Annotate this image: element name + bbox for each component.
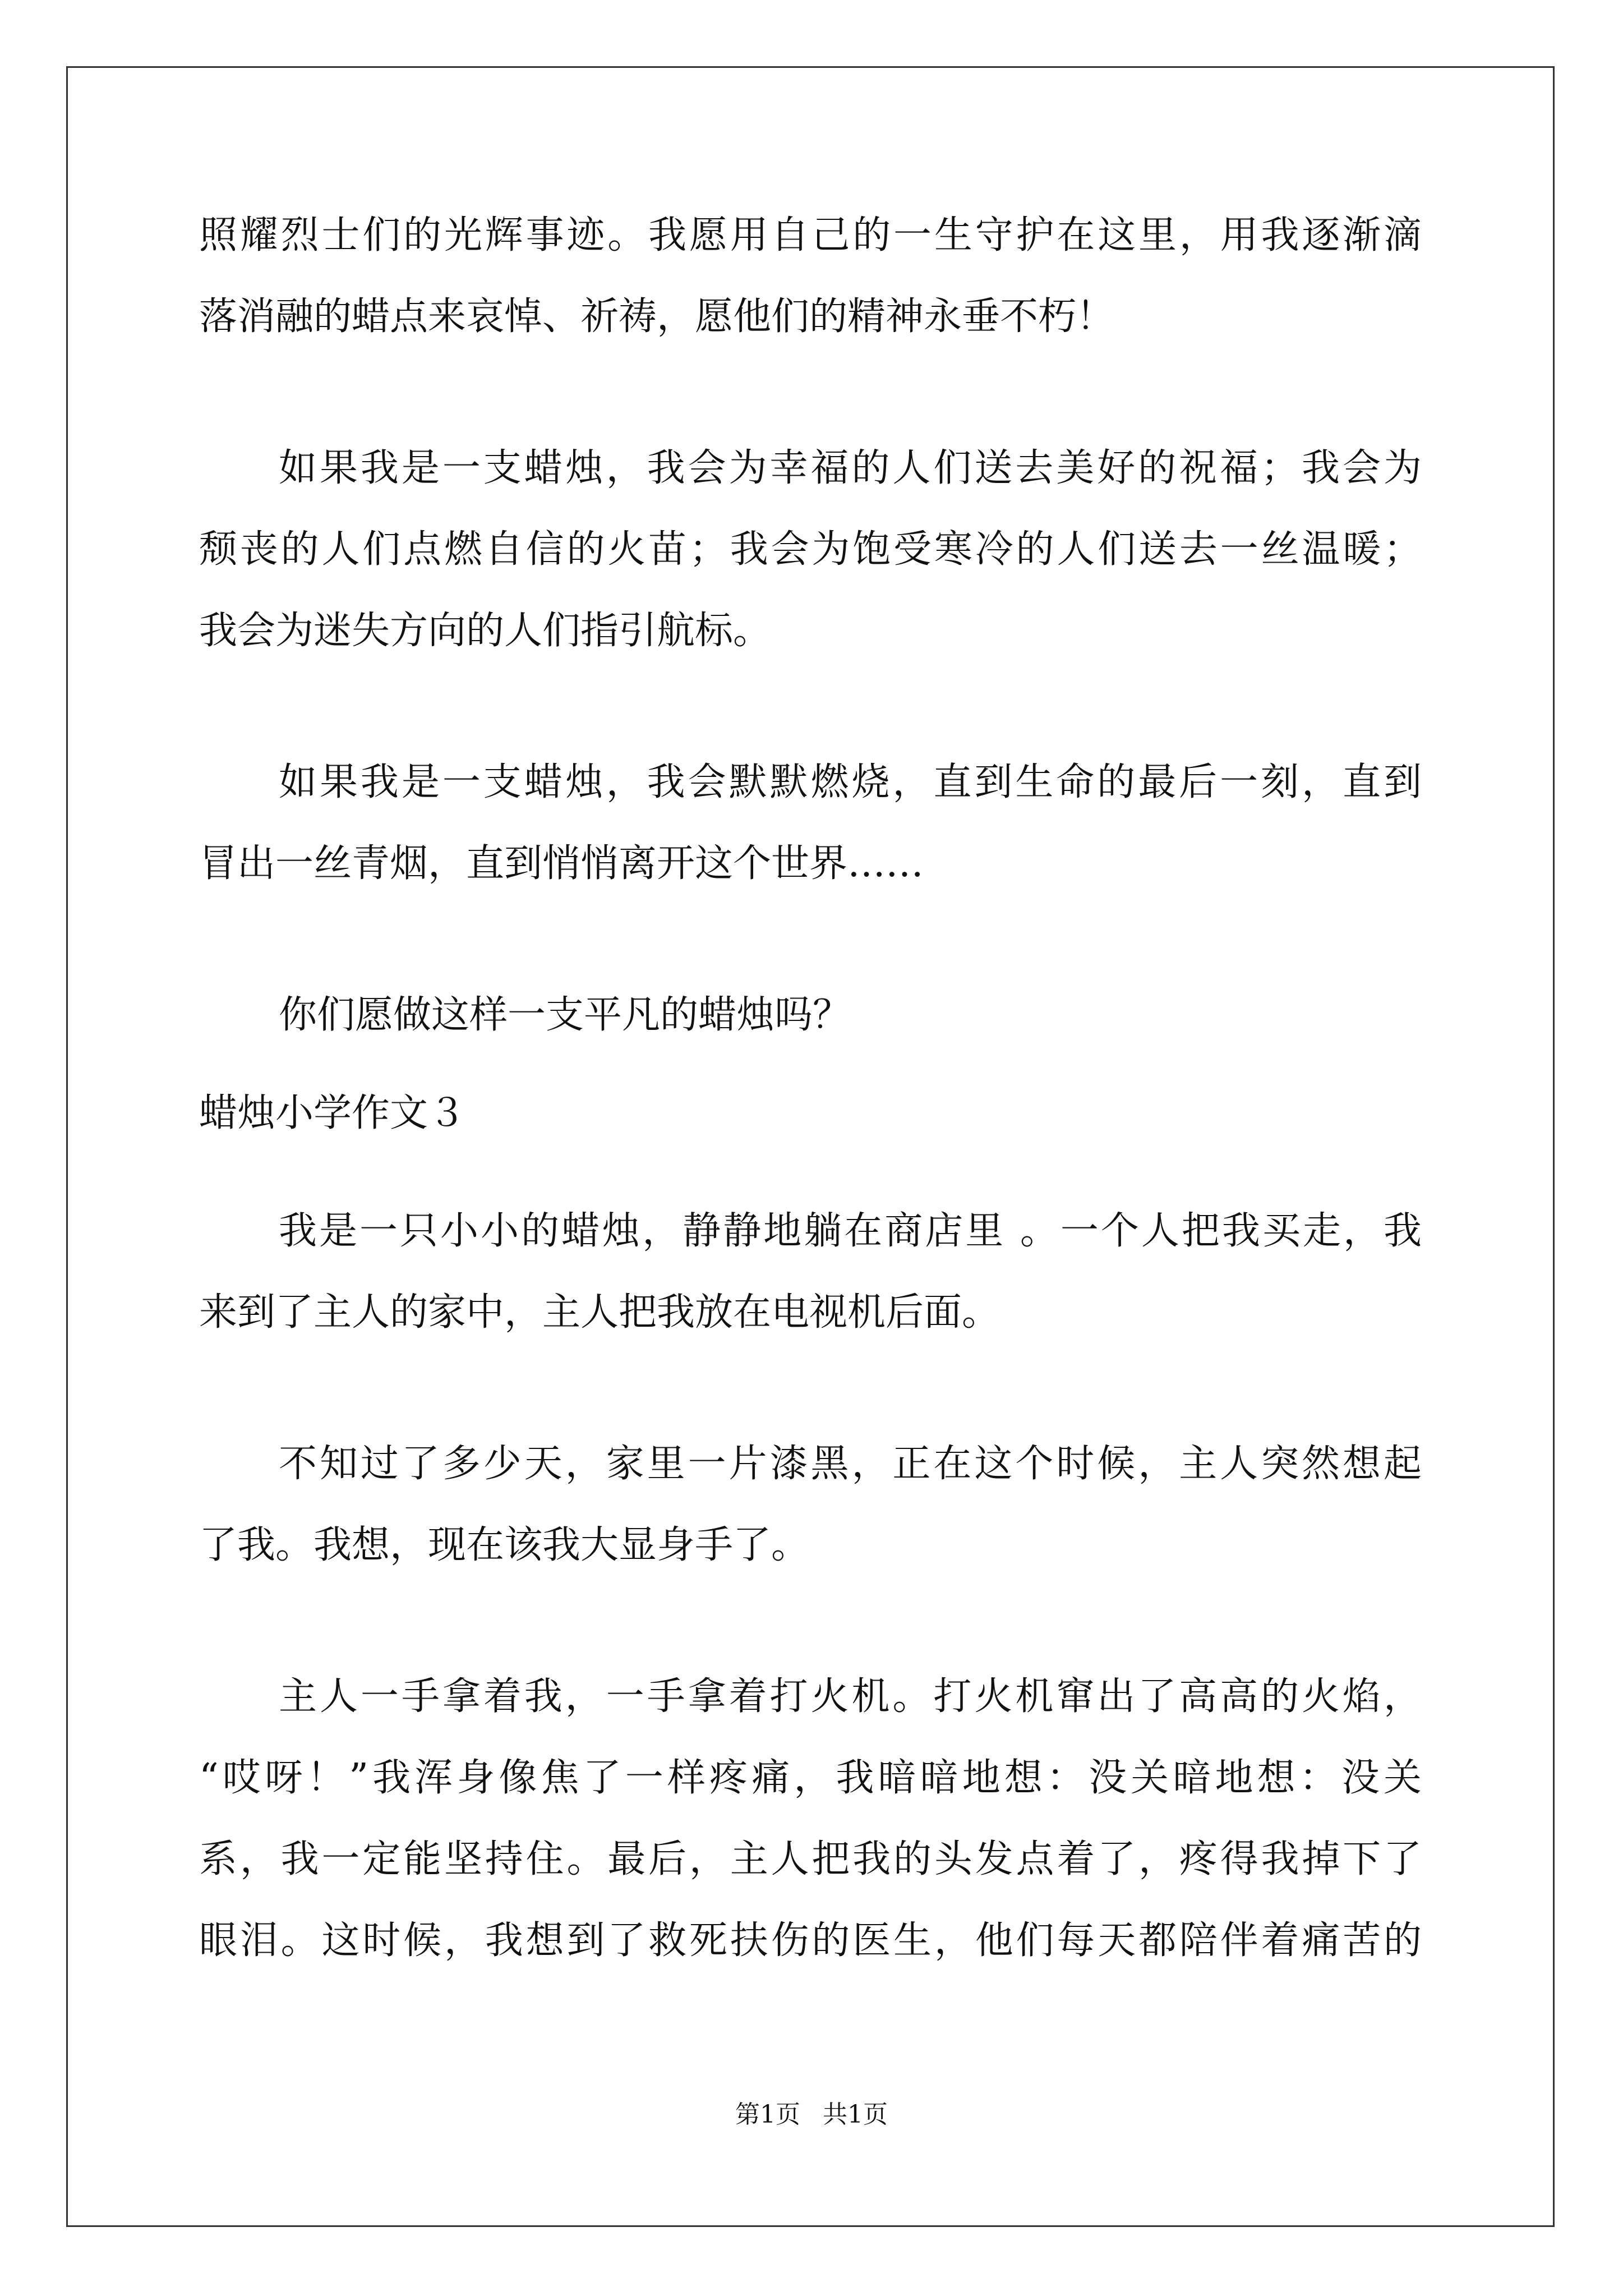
text-line: “哎呀！”我浑身像焦了一样疼痛，我暗暗地想：没关暗地想：没关 [199, 1756, 1422, 1800]
paragraph-line: 不知过了多少天，家里一片漆黑，正在这个时候，主人突然想起 [279, 1442, 1422, 1486]
text-line: 系，我一定能坚持住。最后，主人把我的头发点着了，疼得我掉下了 [199, 1837, 1422, 1881]
text-line: 我会为迷失方向的人们指引航标。 [199, 609, 772, 653]
paragraph-line: 如果我是一支蜡烛，我会为幸福的人们送去美好的祝福；我会为 [279, 446, 1422, 490]
section-heading: 蜡烛小学作文３ [199, 1091, 467, 1135]
text-line: 眼泪。这时候，我想到了救死扶伤的医生，他们每天都陪伴着痛苦的 [199, 1918, 1422, 1963]
page-number: 第1页 [735, 2100, 800, 2129]
page-total: 共1页 [823, 2100, 888, 2129]
paragraph-line: 如果我是一支蜡烛，我会默默燃烧，直到生命的最后一刻，直到 [279, 760, 1422, 804]
text-line: 了我。我想，现在该我大显身手了。 [199, 1523, 810, 1567]
text-line: 照耀烈士们的光辉事迹。我愿用自己的一生守护在这里，用我逐渐滴 [199, 213, 1422, 257]
text-line: 落消融的蜡点来哀悼、祈祷，愿他们的精神永垂不朽！ [199, 295, 1115, 339]
text-line: 冒出一丝青烟，直到悄悄离开这个世界…… [199, 841, 924, 886]
text-line: 颓丧的人们点燃自信的火苗；我会为饱受寒冷的人们送去一丝温暖； [199, 527, 1422, 572]
paragraph-line: 我是一只小小的蜡烛，静静地躺在商店里 。一个人把我买走，我 [279, 1209, 1422, 1253]
paragraph-line: 你们愿做这样一支平凡的蜡烛吗？ [279, 993, 851, 1037]
text-line: 来到了主人的家中，主人把我放在电视机后面。 [199, 1290, 1000, 1335]
paragraph-line: 主人一手拿着我，一手拿着打火机。打火机窜出了高高的火焰， [279, 1674, 1422, 1719]
page-border [66, 66, 1555, 2227]
page-footer [0, 2098, 1623, 2132]
